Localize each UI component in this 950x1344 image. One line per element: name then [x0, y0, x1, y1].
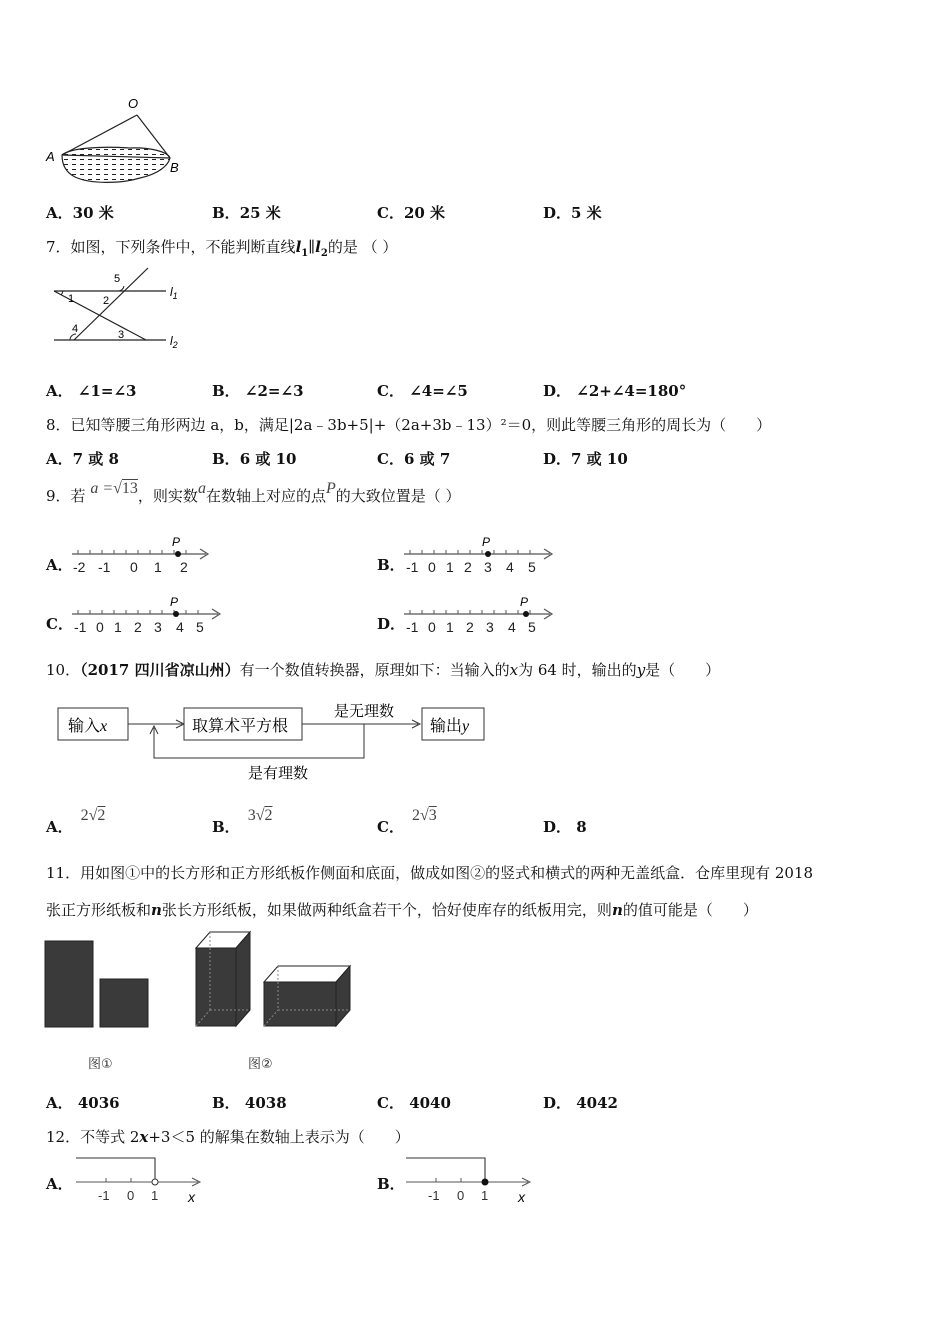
svg-text:1: 1: [481, 1188, 489, 1203]
svg-text:1: 1: [446, 559, 454, 575]
svg-text:0: 0: [457, 1188, 465, 1203]
q11-figure-2: [194, 926, 359, 1036]
svg-text:3: 3: [484, 559, 492, 575]
q9-stem: 9．若 a =√13，则实数a在数轴上对应的点P的大致位置是（ ）: [46, 480, 461, 505]
q8-option-d[interactable]: D．7 或 10: [543, 450, 628, 468]
angle-4-label: 4: [72, 323, 79, 335]
q9-numberline-d[interactable]: [400, 596, 560, 642]
fig1-caption: 图①: [88, 1057, 113, 1072]
svg-text:P: P: [482, 536, 491, 549]
point-p: [173, 611, 179, 617]
svg-text:-1: -1: [98, 559, 111, 575]
svg-text:3: 3: [486, 619, 494, 635]
point-p: [485, 551, 491, 557]
svg-text:P: P: [172, 536, 181, 549]
q8-option-a[interactable]: A．7 或 8: [46, 450, 119, 468]
q6-option-d[interactable]: D．5 米: [543, 204, 602, 222]
svg-text:-1: -1: [74, 619, 87, 635]
solid-circle: [482, 1179, 488, 1185]
angle-1-label: 1: [68, 293, 75, 305]
square-board: [100, 979, 148, 1027]
q9-numberline-b[interactable]: [400, 536, 560, 582]
q6-option-a[interactable]: A．30 米: [46, 204, 114, 222]
q12-option-b-label[interactable]: B．: [377, 1175, 405, 1193]
q11-stem-line2: 张正方形纸板和n张长方形纸板，如果做两种纸盒若干个，恰好使库存的纸板用完，则n的值可能是（ ）: [46, 901, 758, 919]
svg-text:1: 1: [446, 619, 454, 635]
svg-text:0: 0: [130, 559, 138, 575]
angle-2-label: 2: [103, 295, 110, 307]
svg-text:-1: -1: [406, 559, 419, 575]
svg-text:0: 0: [127, 1188, 135, 1203]
svg-text:是无理数: 是无理数: [334, 703, 395, 720]
svg-text:x: x: [188, 1189, 195, 1205]
svg-text:x: x: [518, 1189, 525, 1205]
svg-text:5: 5: [528, 619, 536, 635]
q12-stem: 12．不等式 2x+3＜5 的解集在数轴上表示为（ ）: [46, 1128, 410, 1146]
q11-option-c[interactable]: C． 4040: [377, 1094, 451, 1112]
q12-numberline-a[interactable]: [70, 1152, 210, 1212]
svg-text:5: 5: [196, 619, 204, 635]
angle-5-label: 5: [114, 273, 121, 285]
rectangle-board: [45, 941, 93, 1027]
q11-option-b[interactable]: B． 4038: [212, 1094, 287, 1112]
svg-text:0: 0: [96, 619, 104, 635]
q7-option-d[interactable]: D． ∠2+∠4=180°: [543, 382, 687, 400]
svg-text:是有理数: 是有理数: [248, 765, 309, 782]
q9-numberline-c[interactable]: [68, 596, 228, 642]
q7-option-a[interactable]: A． ∠1=∠3: [46, 382, 137, 400]
line-l1-label: $l_1$: [170, 285, 178, 301]
svg-text:2: 2: [134, 619, 142, 635]
q12-option-a-label[interactable]: A．: [46, 1175, 73, 1193]
svg-text:-2: -2: [73, 559, 86, 575]
point-p: [523, 611, 529, 617]
svg-text:P: P: [520, 596, 529, 609]
svg-text:4: 4: [176, 619, 184, 635]
open-circle: [152, 1179, 158, 1185]
svg-text:输入x: 输入x: [68, 718, 108, 735]
q8-option-b[interactable]: B．6 或 10: [212, 450, 297, 468]
q10-option-b[interactable]: B．3√2: [212, 807, 273, 836]
svg-text:3: 3: [154, 619, 162, 635]
svg-text:0: 0: [428, 619, 436, 635]
svg-text:1: 1: [154, 559, 162, 575]
q8-stem: 8．已知等腰三角形两边 a，b，满足|2a﹣3b+5|+（2a+3b﹣13）²＝0，则此等腰三角形的周长为（ ）: [46, 416, 772, 434]
q12-numberline-b[interactable]: [400, 1152, 540, 1212]
svg-text:2: 2: [180, 559, 188, 575]
point-p: [175, 551, 181, 557]
q7-option-b[interactable]: B． ∠2=∠3: [212, 382, 304, 400]
q6-figure: [40, 92, 200, 192]
q10-option-d[interactable]: D． 8: [543, 818, 587, 836]
q7-stem: 7．如图，下列条件中，不能判断直线$l_1\parallel l_2$的是 （ ）: [46, 238, 398, 259]
svg-text:-1: -1: [428, 1188, 440, 1203]
svg-text:1: 1: [151, 1188, 159, 1203]
point-b-label: B: [170, 160, 179, 175]
svg-text:取算术平方根: 取算术平方根: [192, 718, 289, 735]
line-l2-label: $l_2$: [170, 334, 178, 350]
fig2-caption: 图②: [248, 1057, 273, 1072]
q9-option-c-label[interactable]: C．: [46, 615, 73, 633]
svg-text:4: 4: [506, 559, 514, 575]
q10-option-c[interactable]: C．2√3: [377, 807, 437, 836]
q9-option-b-label[interactable]: B．: [377, 556, 405, 574]
svg-text:1: 1: [114, 619, 122, 635]
svg-text:-1: -1: [98, 1188, 110, 1203]
q9-option-a-label[interactable]: A．: [46, 556, 73, 574]
q9-numberline-a[interactable]: [68, 536, 218, 582]
svg-text:5: 5: [528, 559, 536, 575]
q7-option-c[interactable]: C． ∠4=∠5: [377, 382, 468, 400]
q11-stem-line1: 11．用如图①中的长方形和正方形纸板作侧面和底面，做成如图②的竖式和横式的两种无盖纸盒．仓库里现有 2018: [46, 864, 814, 882]
svg-text:0: 0: [428, 559, 436, 575]
q7-figure: [48, 264, 198, 359]
q9-option-d-label[interactable]: D．: [377, 615, 406, 633]
angle-3-label: 3: [118, 329, 125, 341]
svg-text:P: P: [170, 596, 179, 609]
svg-text:2: 2: [464, 559, 472, 575]
q6-option-b[interactable]: B．25 米: [212, 204, 281, 222]
svg-text:2: 2: [466, 619, 474, 635]
q11-figure-1: [44, 940, 154, 1034]
svg-text:输出y: 输出y: [430, 718, 470, 735]
q11-option-a[interactable]: A． 4036: [46, 1094, 120, 1112]
svg-text:-1: -1: [406, 619, 419, 635]
q10-flowchart: [52, 694, 502, 788]
point-a-label: A: [46, 149, 55, 164]
q6-option-c[interactable]: C．20 米: [377, 204, 446, 222]
point-o-label: O: [128, 96, 139, 111]
q10-stem: 10．（2017 四川省凉山州）有一个数值转换器，原理如下：当输入的x为 64 时，输出的y是（ ）: [46, 661, 721, 679]
q11-option-d[interactable]: D． 4042: [543, 1094, 618, 1112]
svg-text:4: 4: [508, 619, 516, 635]
q8-option-c[interactable]: C．6 或 7: [377, 450, 451, 468]
q10-option-a[interactable]: A．2√2: [46, 807, 106, 836]
